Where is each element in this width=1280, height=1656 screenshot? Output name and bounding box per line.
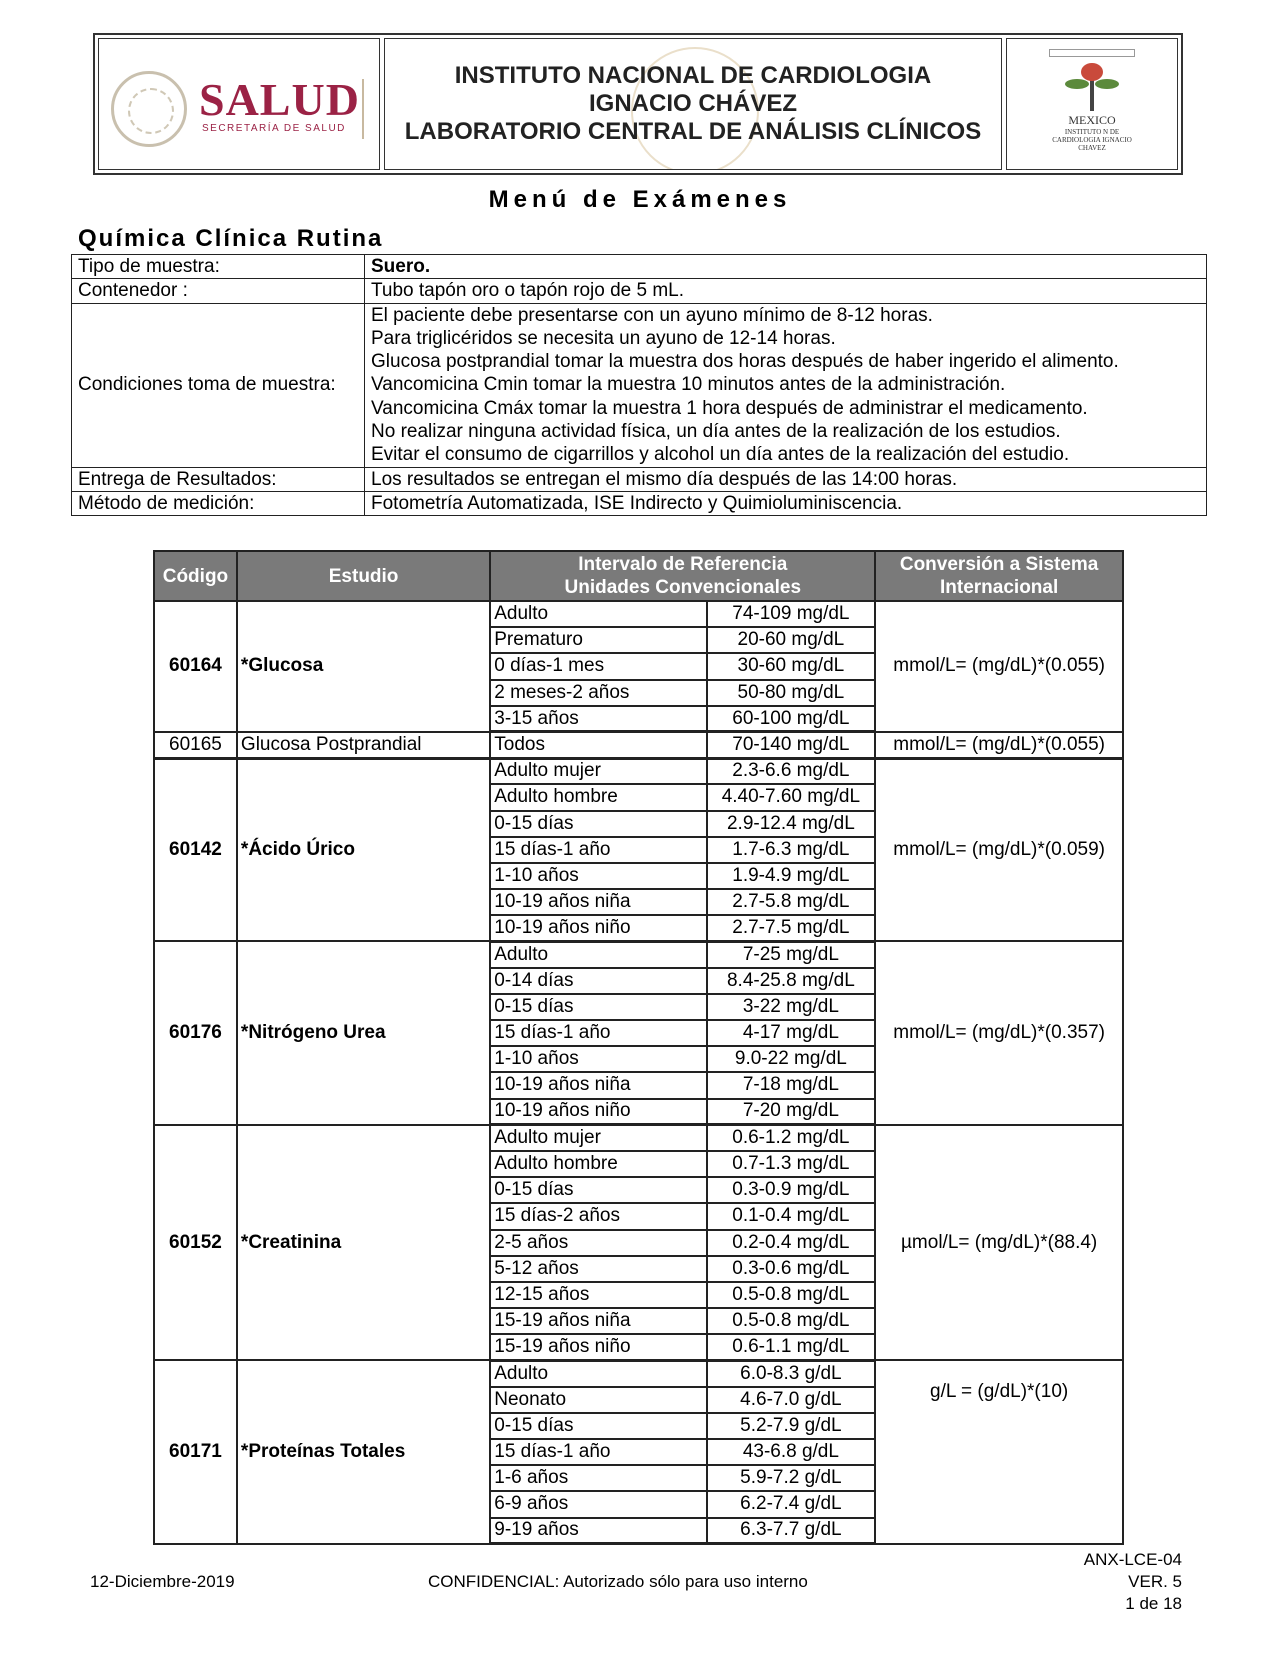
- reference-range: 0.5-0.8 mg/dL: [707, 1308, 876, 1334]
- contenedor-value: Tubo tapón oro o tapón rojo de 5 mL.: [365, 279, 1207, 303]
- institute-emblem-cell: [1006, 38, 1178, 170]
- reference-range: 50-80 mg/dL: [707, 680, 876, 706]
- condiciones-value: [365, 303, 1207, 467]
- reference-group: 15 días-1 año: [490, 837, 706, 863]
- header-banner: [93, 33, 1183, 175]
- contenedor-label: Contenedor :: [72, 279, 365, 303]
- footer-doc-code: ANX-LCE-04: [1083, 1550, 1182, 1569]
- footer-confidential: CONFIDENCIAL: Autorizado sólo para uso interno: [428, 1572, 808, 1591]
- metodo-label: Método de medición:: [72, 491, 365, 515]
- condition-line: Para triglicéridos se necesita un ayuno de 12-14 horas.: [371, 327, 836, 349]
- footer-doc-info: [1084, 1549, 1182, 1615]
- reference-group: 5-12 años: [490, 1256, 706, 1282]
- info-row-entrega: [72, 467, 1207, 491]
- si-conversion: mmol/L= (mg/dL)*(0.055): [875, 601, 1123, 732]
- salud-subtitle: SECRETARÍA DE SALUD: [202, 123, 346, 134]
- laboratory-name: LABORATORIO CENTRAL DE ANÁLISIS CLÍNICOS: [404, 118, 982, 145]
- institute-subname: IGNACIO CHÁVEZ: [588, 90, 797, 117]
- reference-group: Neonato: [490, 1387, 706, 1413]
- reference-range: 74-109 mg/dL: [707, 601, 876, 627]
- reference-group: 15 días-2 años: [490, 1203, 706, 1229]
- reference-group: 10-19 años niño: [490, 915, 706, 941]
- info-row-contenedor: [72, 279, 1207, 303]
- footer-version: VER. 5: [1128, 1572, 1182, 1591]
- reference-group: 1-6 años: [490, 1465, 706, 1491]
- si-conversion: mmol/L= (mg/dL)*(0.357): [875, 941, 1123, 1124]
- exam-study: *Glucosa: [237, 601, 490, 732]
- reference-group: 15-19 años niño: [490, 1334, 706, 1360]
- reference-group: 1-10 años: [490, 1046, 706, 1072]
- reference-range: 4.6-7.0 g/dL: [707, 1387, 876, 1413]
- reference-group: 10-19 años niña: [490, 889, 706, 915]
- reference-range: 1.9-4.9 mg/dL: [707, 863, 876, 889]
- reference-group: 0-15 días: [490, 1177, 706, 1203]
- info-row-metodo: [72, 491, 1207, 515]
- reference-group: 10-19 años niño: [490, 1099, 706, 1125]
- info-row-condiciones: [72, 303, 1207, 467]
- condition-line: Vancomicina Cmáx tomar la muestra 1 hora después de administrar el medicamento.: [371, 397, 1088, 419]
- reference-range: 4.40-7.60 mg/dL: [707, 784, 876, 810]
- condiciones-label: Condiciones toma de muestra:: [72, 303, 365, 467]
- si-conversion: g/L = (g/dL)*(10): [875, 1360, 1123, 1543]
- reference-group: Adulto: [490, 1360, 706, 1386]
- institute-name: INSTITUTO NACIONAL DE CARDIOLOGIA: [454, 62, 932, 89]
- reference-group: Adulto: [490, 601, 706, 627]
- si-conversion: mmol/L= (mg/dL)*(0.059): [875, 758, 1123, 941]
- reference-range: 0.7-1.3 mg/dL: [707, 1151, 876, 1177]
- reference-range: 0.1-0.4 mg/dL: [707, 1203, 876, 1229]
- condition-line: Glucosa postprandial tomar la muestra dos horas después de haber ingerido el alimento.: [371, 351, 1119, 373]
- sample-info-table: [71, 254, 1207, 516]
- reference-group: 6-9 años: [490, 1491, 706, 1517]
- tipo-label: Tipo de muestra:: [72, 255, 365, 279]
- salud-logo-cell: [98, 38, 380, 170]
- exam-study: *Proteínas Totales: [237, 1360, 490, 1543]
- header-intervalo-line2: Unidades Convencionales: [564, 577, 802, 598]
- reference-range: 6.3-7.7 g/dL: [707, 1518, 876, 1544]
- logo-divider: [362, 79, 364, 139]
- reference-group: 1-10 años: [490, 863, 706, 889]
- reference-group: 0-15 días: [490, 994, 706, 1020]
- condition-line: El paciente debe presentarse con un ayuno mínimo de 8-12 horas.: [371, 304, 933, 326]
- salud-logo: SALUD: [199, 74, 360, 125]
- condition-line: No realizar ninguna actividad física, un día antes de la realización de los estudios.: [371, 421, 1061, 443]
- reference-group: 12-15 años: [490, 1282, 706, 1308]
- entrega-value: Los resultados se entregan el mismo día después de las 14:00 horas.: [365, 467, 1207, 491]
- reference-range: 5.9-7.2 g/dL: [707, 1465, 876, 1491]
- header-conversion-line1: Conversión a Sistema: [899, 554, 1099, 575]
- exam-row: [154, 601, 1123, 627]
- exam-code: 60176: [154, 941, 237, 1124]
- institute-emblem-icon: [1046, 49, 1138, 159]
- exam-code: 60165: [154, 732, 237, 758]
- reference-group: 0-15 días: [490, 811, 706, 837]
- footer-date: 12-Diciembre-2019: [90, 1572, 235, 1591]
- condition-line: Vancomicina Cmin tomar la muestra 10 minutos antes de la administración.: [371, 374, 1006, 396]
- reference-range: 4-17 mg/dL: [707, 1020, 876, 1046]
- header-intervalo-line1: Intervalo de Referencia: [578, 554, 788, 575]
- exam-study: Glucosa Postprandial: [237, 732, 490, 758]
- reference-range: 2.7-5.8 mg/dL: [707, 889, 876, 915]
- reference-group: Adulto hombre: [490, 784, 706, 810]
- reference-group: 3-15 años: [490, 706, 706, 732]
- emblem-text: MEXICO: [1068, 113, 1116, 127]
- exam-row: [154, 1360, 1123, 1386]
- exam-code: 60142: [154, 758, 237, 941]
- reference-group: Prematuro: [490, 627, 706, 653]
- reference-group: Todos: [490, 732, 706, 758]
- exams-header-row: [154, 551, 1123, 601]
- tipo-value: Suero.: [365, 255, 1207, 279]
- exam-study: *Nitrógeno Urea: [237, 941, 490, 1124]
- reference-range: 8.4-25.8 mg/dL: [707, 968, 876, 994]
- exam-row: [154, 941, 1123, 967]
- reference-range: 0.3-0.9 mg/dL: [707, 1177, 876, 1203]
- entrega-label: Entrega de Resultados:: [72, 467, 365, 491]
- reference-range: 7-25 mg/dL: [707, 941, 876, 967]
- reference-range: 7-18 mg/dL: [707, 1072, 876, 1098]
- reference-range: 5.2-7.9 g/dL: [707, 1413, 876, 1439]
- exam-row: [154, 758, 1123, 784]
- metodo-value: Fotometría Automatizada, ISE Indirecto y Quimioluminiscencia.: [365, 491, 1207, 515]
- reference-range: 3-22 mg/dL: [707, 994, 876, 1020]
- reference-group: 10-19 años niña: [490, 1072, 706, 1098]
- exams-table: [153, 550, 1124, 1545]
- reference-group: 9-19 años: [490, 1518, 706, 1544]
- exam-study: *Creatinina: [237, 1125, 490, 1361]
- reference-range: 7-20 mg/dL: [707, 1099, 876, 1125]
- reference-group: 0-15 días: [490, 1413, 706, 1439]
- reference-range: 20-60 mg/dL: [707, 627, 876, 653]
- exam-code: 60164: [154, 601, 237, 732]
- header-intervalo: [490, 551, 875, 601]
- reference-group: 2-5 años: [490, 1230, 706, 1256]
- header-conversion-line2: Internacional: [940, 577, 1059, 598]
- reference-range: 30-60 mg/dL: [707, 653, 876, 679]
- emblem-caption: INSTITUTO N DE CARDIOLOGIA IGNACIO CHAVEZ: [1052, 128, 1132, 152]
- reference-range: 0.6-1.1 mg/dL: [707, 1334, 876, 1360]
- reference-group: 0 días-1 mes: [490, 653, 706, 679]
- info-row-tipo: [72, 255, 1207, 279]
- reference-range: 0.5-0.8 mg/dL: [707, 1282, 876, 1308]
- si-conversion: mmol/L= (mg/dL)*(0.055): [875, 732, 1123, 758]
- reference-range: 43-6.8 g/dL: [707, 1439, 876, 1465]
- exam-row: [154, 1125, 1123, 1151]
- header-estudio: Estudio: [237, 551, 490, 601]
- reference-range: 60-100 mg/dL: [707, 706, 876, 732]
- reference-range: 0.2-0.4 mg/dL: [707, 1230, 876, 1256]
- exam-code: 60152: [154, 1125, 237, 1361]
- mexico-coat-of-arms-icon: [111, 71, 187, 147]
- reference-range: 1.7-6.3 mg/dL: [707, 837, 876, 863]
- reference-group: 15 días-1 año: [490, 1439, 706, 1465]
- reference-group: 15-19 años niña: [490, 1308, 706, 1334]
- reference-range: 6.2-7.4 g/dL: [707, 1491, 876, 1517]
- document-title: Menú de Exámenes: [488, 186, 792, 213]
- reference-range: 9.0-22 mg/dL: [707, 1046, 876, 1072]
- reference-group: Adulto mujer: [490, 1125, 706, 1151]
- reference-group: Adulto: [490, 941, 706, 967]
- reference-group: Adulto hombre: [490, 1151, 706, 1177]
- exam-code: 60171: [154, 1360, 237, 1543]
- reference-range: 2.3-6.6 mg/dL: [707, 758, 876, 784]
- footer-page: 1 de 18: [1125, 1594, 1182, 1613]
- reference-range: 2.7-7.5 mg/dL: [707, 915, 876, 941]
- reference-group: 0-14 días: [490, 968, 706, 994]
- reference-group: Adulto mujer: [490, 758, 706, 784]
- header-conversion: [875, 551, 1123, 601]
- reference-range: 0.3-0.6 mg/dL: [707, 1256, 876, 1282]
- section-title: Química Clínica Rutina: [78, 225, 384, 252]
- reference-range: 2.9-12.4 mg/dL: [707, 811, 876, 837]
- reference-group: 15 días-1 año: [490, 1020, 706, 1046]
- exam-row: [154, 732, 1123, 758]
- condition-line: Evitar el consumo de cigarrillos y alcohol un día antes de la realización del estudio.: [371, 444, 1070, 466]
- reference-group: 2 meses-2 años: [490, 680, 706, 706]
- exam-study: *Ácido Úrico: [237, 758, 490, 941]
- reference-range: 6.0-8.3 g/dL: [707, 1360, 876, 1386]
- si-conversion: µmol/L= (mg/dL)*(88.4): [875, 1125, 1123, 1361]
- reference-range: 0.6-1.2 mg/dL: [707, 1125, 876, 1151]
- header-codigo: Código: [154, 551, 237, 601]
- reference-range: 70-140 mg/dL: [707, 732, 876, 758]
- institute-title-cell: [384, 38, 1002, 170]
